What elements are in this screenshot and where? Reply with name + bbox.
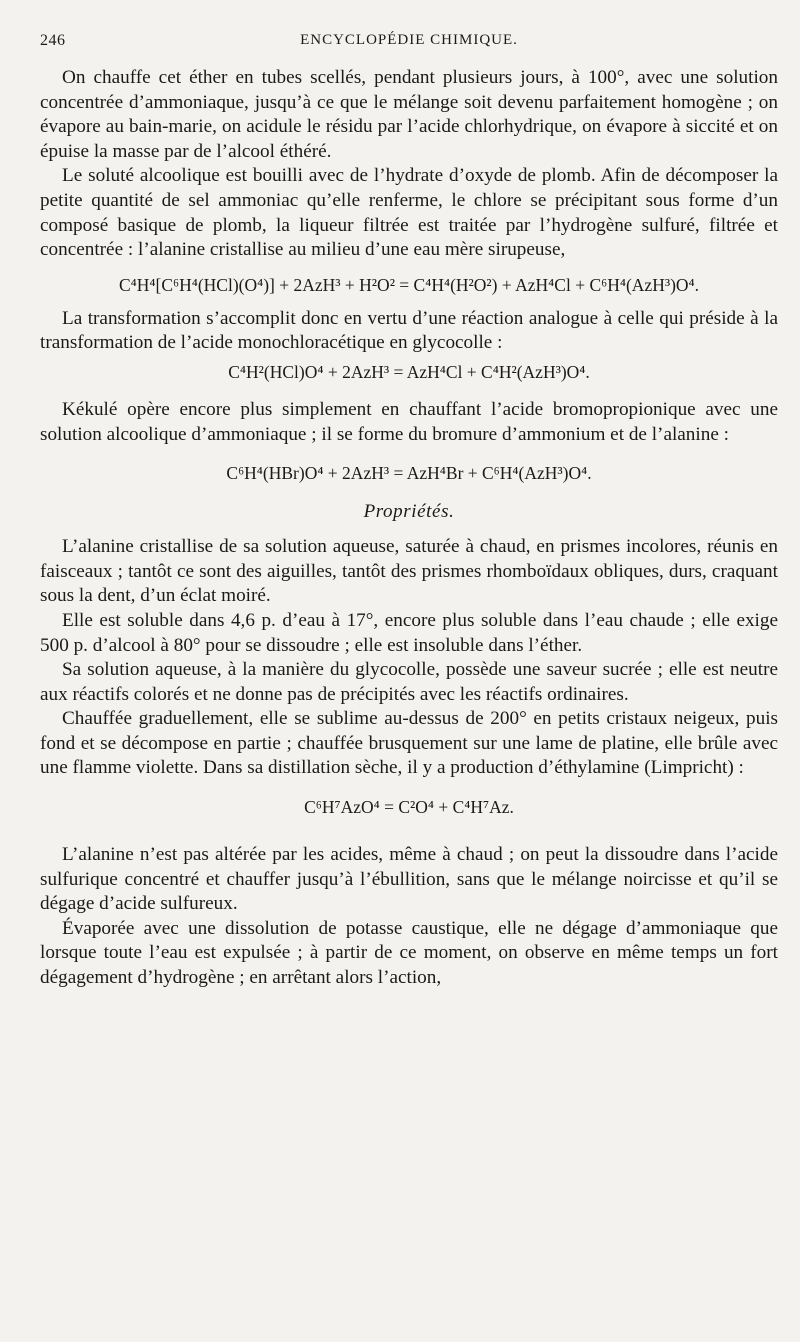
paragraph-4: Kékulé opère encore plus simplement en chauffant l’acide bromopropionique avec une solution alcoolique d’ammoniaque ; il se forme du bromure d’ammonium et de l’alanine : <box>40 398 778 445</box>
paragraph-10: Évaporée avec une dissolution de potasse caustique, elle ne dégage d’ammoniaque que lorsque toute l’eau est expulsée ; à partir de ce moment, on observe en même temps un fort dégagement d’hydrogène ; en arrêtant alors l’action, <box>40 917 778 989</box>
page-number: 246 <box>40 32 66 49</box>
formula-3: C⁶H⁴(HBr)O⁴ + 2AzH³ = AzH⁴Br + C⁶H⁴(AzH³)O⁴. <box>226 463 592 484</box>
formula-1: C⁴H⁴[C⁶H⁴(HCl)(O⁴)] + 2AzH³ + H²O² = C⁴H⁴(H²O²) + AzH⁴Cl + C⁶H⁴(AzH³)O⁴. <box>118 274 700 295</box>
paragraph-2: Le soluté alcoolique est bouilli avec de l’hydrate d’oxyde de plomb. Afin de décomposer la petite quantité de sel ammoniac qu’elle renferme, le chlore se précipitant sous forme d’un composé basique de plomb, la liqueur filtrée est traitée par l’hydrogène sulfuré, filtrée et concentrée : l’alanine cristallise au milieu d’une eau mère sirupeuse, <box>40 165 778 261</box>
formula-2: C⁴H²(HCl)O⁴ + 2AzH³ = AzH⁴Cl + C⁴H²(AzH³)O⁴. <box>228 361 590 382</box>
paragraph-1: On chauffe cet éther en tubes scellés, pendant plusieurs jours, à 100°, avec une solution concentrée d’ammoniaque, jusqu’à ce que le mélange soit devenu parfaitement homogène ; on évapore au bain-marie, on acidule le résidu par l’acide chlorhydrique, on évapore à siccité et on épuise la masse par de l’alcool éthéré. <box>40 67 778 162</box>
paragraph-8: Chauffée graduellement, elle se sublime au-dessus de 200° en petits cristaux neigeux, puis fond et se décompose en partie ; chauffée brusquement sur une lame de platine, elle brûle avec une flamme violette. Dans sa distillation sèche, il y a production d’éthylamine (Limpricht) : <box>40 708 778 779</box>
paragraph-3: La transformation s’accomplit donc en vertu d’une réaction analogue à celle qui préside à la transformation de l’acide monochloracétique en glycocolle : <box>40 307 778 354</box>
section-title: Propriétés. <box>363 501 455 523</box>
paragraph-6: Elle est soluble dans 4,6 p. d’eau à 17°, encore plus soluble dans l’eau chaude ; elle exige 500 p. d’alcool à 80° pour se dissoudre ; elle est insoluble dans l’éther. <box>40 609 778 656</box>
paragraph-5: L’alanine cristallise de sa solution aqueuse, saturée à chaud, en prismes incolores, réunis en faisceaux ; tantôt ce sont des aiguilles, tantôt des prismes rhomboïdaux obliques, durs, craquant sous la dent, d’un éclat moiré. <box>40 536 778 607</box>
paragraph-7: Sa solution aqueuse, à la manière du glycocolle, possède une saveur sucrée ; elle est neutre aux réactifs colorés et ne donne pas de précipités avec les réactifs ordinaires. <box>40 659 778 705</box>
running-title: ENCYCLOPÉDIE CHIMIQUE. <box>300 32 518 48</box>
paragraph-9: L’alanine n’est pas altérée par les acides, même à chaud ; on peut la dissoudre dans l’acide sulfurique concentré et chauffer jusqu’à l’ébullition, sans que le mélange noircisse et qu’il se dégage d’acide sulfureux. <box>40 844 778 915</box>
formula-4: C⁶H⁷AzO⁴ = C²O⁴ + C⁴H⁷Az. <box>304 797 514 818</box>
page-header <box>40 28 778 58</box>
